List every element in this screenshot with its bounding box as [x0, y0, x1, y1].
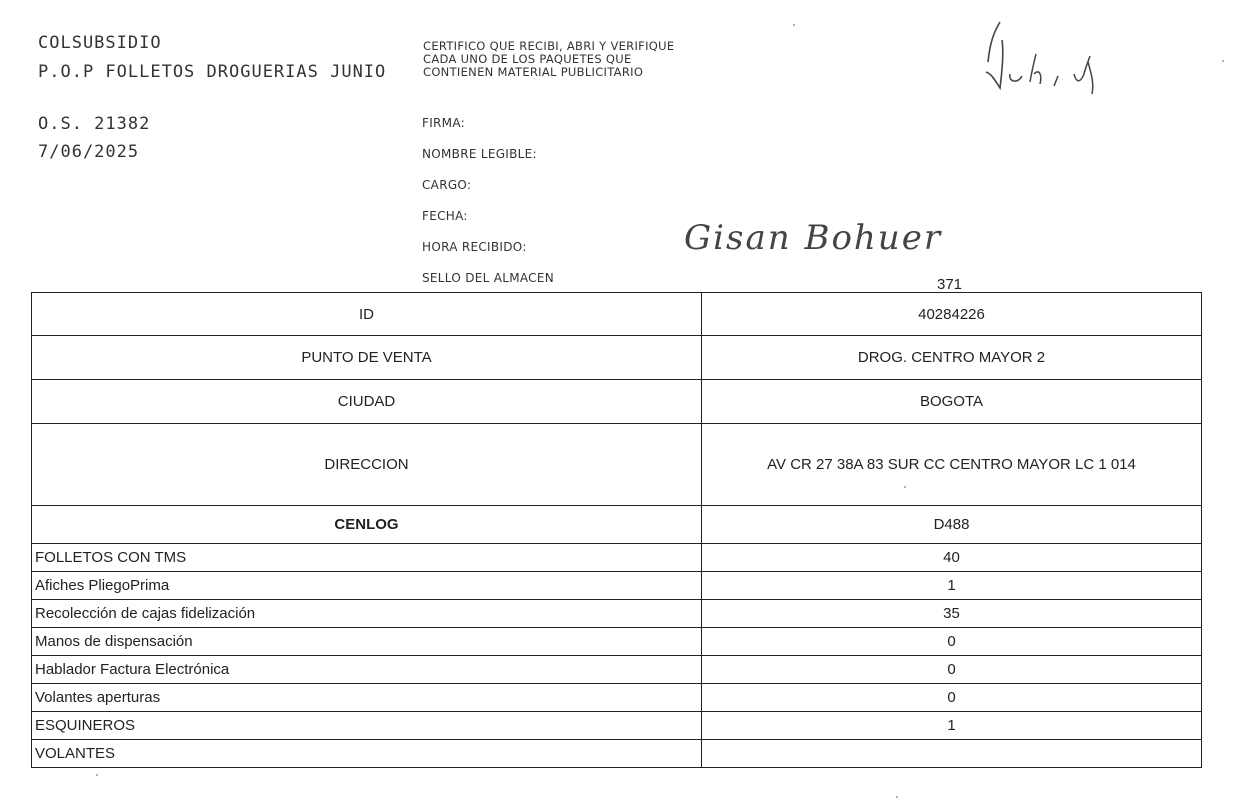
handwritten-name: Gisan Bohuer — [684, 218, 943, 258]
item-quantity: 0 — [947, 689, 956, 706]
item-row — [31, 600, 1202, 628]
item-row — [31, 712, 1202, 740]
item-quantity: 40 — [943, 549, 960, 566]
received-time-label: HORA RECIBIDO: — [422, 240, 527, 254]
info-row-city — [31, 380, 1202, 424]
info-row-point-of-sale — [31, 336, 1202, 380]
item-label: FOLLETOS CON TMS — [32, 544, 702, 571]
store-info-table — [31, 292, 1202, 768]
city-label: CIUDAD — [32, 380, 702, 423]
order-number: O.S. 21382 — [38, 114, 151, 134]
item-quantity: 1 — [947, 717, 956, 734]
item-label: Recolección de cajas fidelización — [32, 600, 702, 627]
item-quantity: 0 — [947, 661, 956, 678]
certification-statement: CERTIFICO QUE RECIBI, ABRI Y VERIFIQUE CADA UNO DE LOS PAQUETES QUE CONTIENEN MATERIAL PUBLICITARIO — [423, 39, 675, 79]
item-row — [31, 572, 1202, 600]
item-row — [31, 544, 1202, 572]
campaign-title: P.O.P FOLLETOS DROGUERIAS JUNIO — [38, 62, 387, 82]
position-label: CARGO: — [422, 178, 472, 192]
cenlog-label: CENLOG — [32, 506, 702, 543]
item-label: Manos de dispensación — [32, 628, 702, 655]
item-quantity — [702, 740, 1201, 767]
cenlog-value: D488 — [933, 516, 970, 533]
scan-speck — [896, 796, 898, 798]
scan-speck — [96, 774, 98, 776]
scan-speck — [904, 486, 906, 488]
scan-speck — [793, 24, 795, 26]
point-of-sale-value: DROG. CENTRO MAYOR 2 — [857, 349, 1046, 366]
scan-speck — [1222, 60, 1224, 62]
point-of-sale-label: PUNTO DE VENTA — [32, 336, 702, 379]
city-value: BOGOTA — [919, 393, 984, 410]
item-row — [31, 628, 1202, 656]
item-label: Hablador Factura Electrónica — [32, 656, 702, 683]
legible-name-label: NOMBRE LEGIBLE: — [422, 147, 537, 161]
item-label: ESQUINEROS — [32, 712, 702, 739]
info-row-cenlog — [31, 506, 1202, 544]
sequence-number: 371 — [937, 276, 963, 293]
info-row-address — [31, 424, 1202, 506]
address-value: AV CR 27 38A 83 SUR CC CENTRO MAYOR LC 1 014 — [767, 456, 1136, 473]
item-quantity: 1 — [947, 577, 956, 594]
store-stamp-label: SELLO DEL ALMACEN — [422, 271, 555, 285]
item-quantity: 0 — [947, 633, 956, 650]
item-label: VOLANTES — [32, 740, 702, 767]
company-name: COLSUBSIDIO — [38, 33, 162, 53]
signature — [978, 12, 1118, 102]
info-row-id — [31, 292, 1202, 336]
item-quantity: 35 — [943, 605, 960, 622]
address-label: DIRECCION — [32, 424, 702, 505]
id-value: 40284226 — [918, 305, 985, 323]
item-row — [31, 656, 1202, 684]
id-label: ID — [32, 293, 702, 335]
signature-label: FIRMA: — [422, 116, 465, 130]
item-row — [31, 740, 1202, 768]
date-label: FECHA: — [422, 209, 468, 223]
document-date: 7/06/2025 — [38, 142, 140, 162]
item-row — [31, 684, 1202, 712]
item-label: Afiches PliegoPrima — [32, 572, 702, 599]
item-label: Volantes aperturas — [32, 684, 702, 711]
